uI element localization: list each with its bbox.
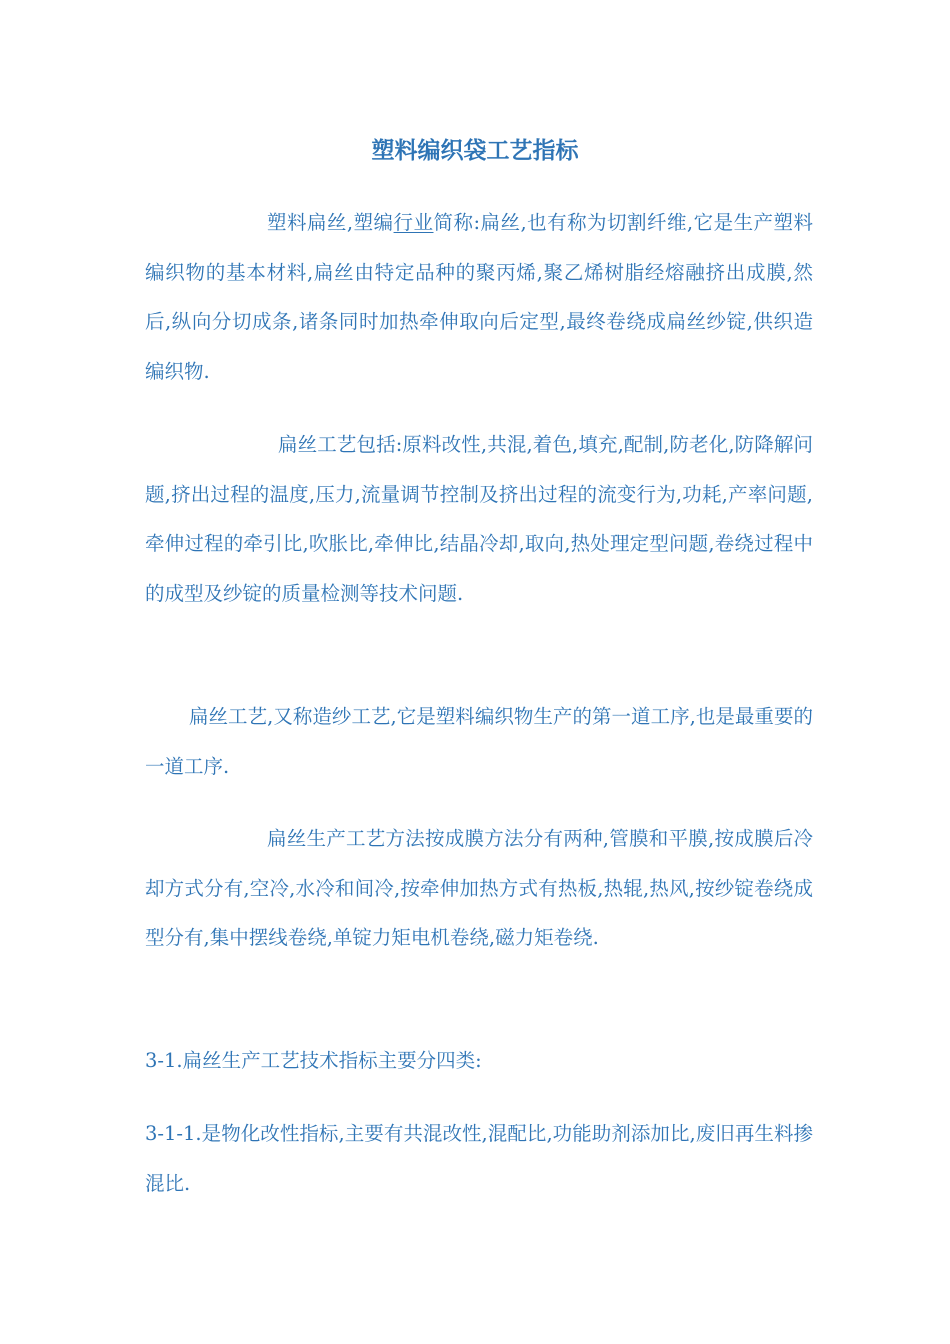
document-title: 塑料编织袋工艺指标 — [371, 138, 579, 164]
paragraph-text: 简称:扁丝,也有称为切割纤维,它是生产塑料编织物的基本材料,扁丝由特定品种的聚丙烯,聚乙烯树脂经熔融挤出成膜,然后,纵向分切成条,诸条同时加热牵伸取向后定型,最终卷绕成扁丝纱锭,供织造编织物. — [145, 211, 813, 383]
section-item-3-1-1: 3-1-1.是物化改性指标,主要有共混改性,混配比,功能助剂添加比,废旧再生料掺混比. — [145, 1122, 813, 1195]
paragraph-yarn-process: 扁丝工艺,又称造纱工艺,它是塑料编织物生产的第一道工序,也是最重要的一道工序. — [145, 705, 813, 778]
section-heading-3-1: 3-1.扁丝生产工艺技术指标主要分四类: — [145, 1049, 482, 1072]
paragraph-text: 塑料扁丝,塑编 — [267, 211, 394, 234]
paragraph-flat-yarn-definition — [145, 198, 813, 396]
industry-link[interactable]: 行业 — [393, 211, 434, 234]
paragraph-production-methods: 扁丝生产工艺方法按成膜方法分有两种,管膜和平膜,按成膜后冷却方式分有,空冷,水冷和间冷,按牵伸加热方式有热板,热辊,热风,按纱锭卷绕成型分有,集中摆线卷绕,单锭力矩电机卷绕,磁力矩卷绕. — [145, 827, 813, 949]
paragraph-process-scope: 扁丝工艺包括:原料改性,共混,着色,填充,配制,防老化,防降解问题,挤出过程的温度,压力,流量调节控制及挤出过程的流变行为,功耗,产率问题,牵伸过程的牵引比,吹胀比,牵伸比,结晶冷却,取向,热处理定型问题,卷绕过程中的成型及纱锭的质量检测等技术问题. — [145, 433, 813, 605]
